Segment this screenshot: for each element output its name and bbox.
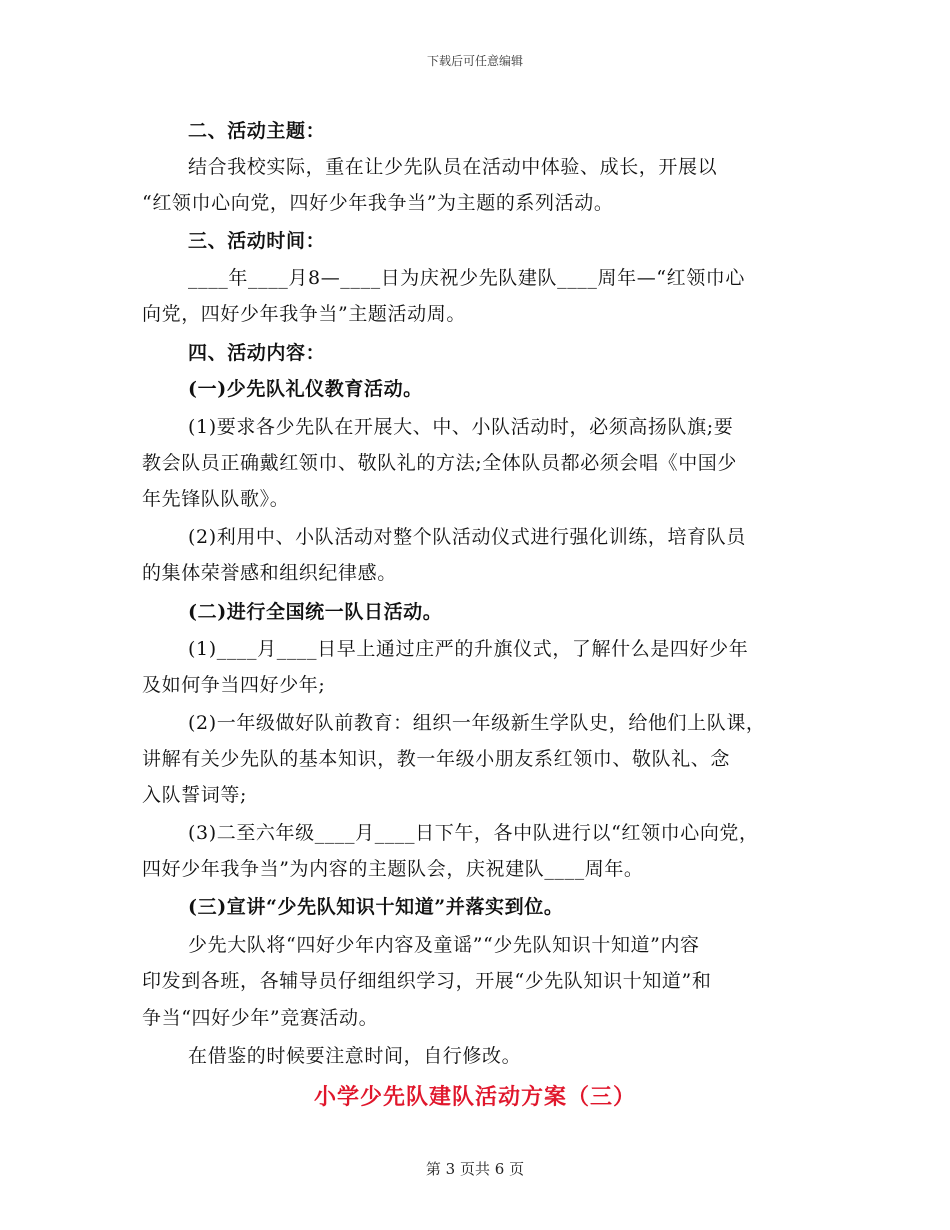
paragraph-line: 的集体荣誉感和组织纪律感。 [142, 562, 397, 584]
paragraph-line: 争当“四好少年”竞赛活动。 [142, 1007, 379, 1029]
heading-time: 三、活动时间： [188, 230, 326, 252]
heading-content: 四、活动内容： [188, 342, 326, 364]
paragraph-line: (1)____月____日早上通过庄严的升旗仪式，了解什么是四好少年 [188, 638, 749, 660]
subheading-etiquette: (一)少先队礼仪教育活动。 [188, 378, 423, 400]
paragraph-line: 向党，四好少年我争当”主题活动周。 [142, 303, 466, 325]
paragraph-line: 在借鉴的时候要注意时间，自行修改。 [188, 1045, 522, 1067]
paragraph-line: “红领巾心向党，四好少年我争当”为主题的系列活动。 [142, 192, 614, 214]
paragraph-line: 印发到各班，各辅导员仔细组织学习，开展“少先队知识十知道”和 [142, 970, 712, 992]
paragraph-line: ____年____月8—____日为庆祝少先队建队____周年—“红领巾心 [188, 267, 746, 289]
page-footer: 第 3 页共 6 页 [425, 1160, 525, 1178]
paragraph-line: 入队誓词等; [142, 784, 248, 806]
paragraph-line: 年先锋队队歌》。 [142, 488, 290, 510]
paragraph-line: (2)利用中、小队活动对整个队活动仪式进行强化训练，培育队员 [188, 526, 746, 548]
paragraph-line: 结合我校实际，重在让少先队员在活动中体验、成长，开展以 [188, 156, 718, 178]
paragraph-line: 少先大队将“四好少年内容及童谣”“少先队知识十知道”内容 [188, 934, 700, 956]
section-title: 小学少先队建队活动方案（三） [313, 1084, 636, 1110]
paragraph-line: 及如何争当四好少年; [142, 674, 326, 696]
paragraph-line: (1)要求各少先队在开展大、中、小队活动时，必须高扬队旗;要 [188, 416, 734, 438]
paragraph-line: 讲解有关少先队的基本知识，教一年级小朋友系红领巾、敬队礼、念 [142, 748, 731, 770]
paragraph-line: (3)二至六年级____月____日下午，各中队进行以“红领巾心向党， [188, 822, 759, 844]
subheading-knowledge: (三)宣讲“少先队知识十知道”并落实到位。 [188, 896, 564, 918]
heading-theme: 二、活动主题： [188, 120, 326, 142]
paragraph-line: 四好少年我争当”为内容的主题队会，庆祝建队____周年。 [142, 858, 644, 880]
page-header: 下载后可任意编辑 [426, 54, 523, 68]
paragraph-line: 教会队员正确戴红领巾、敬队礼的方法;全体队员都必须会唱《中国少 [142, 452, 738, 474]
paragraph-line: (2)一年级做好队前教育：组织一年级新生学队史，给他们上队课， [188, 712, 766, 734]
subheading-team-day: (二)进行全国统一队日活动。 [188, 601, 443, 623]
